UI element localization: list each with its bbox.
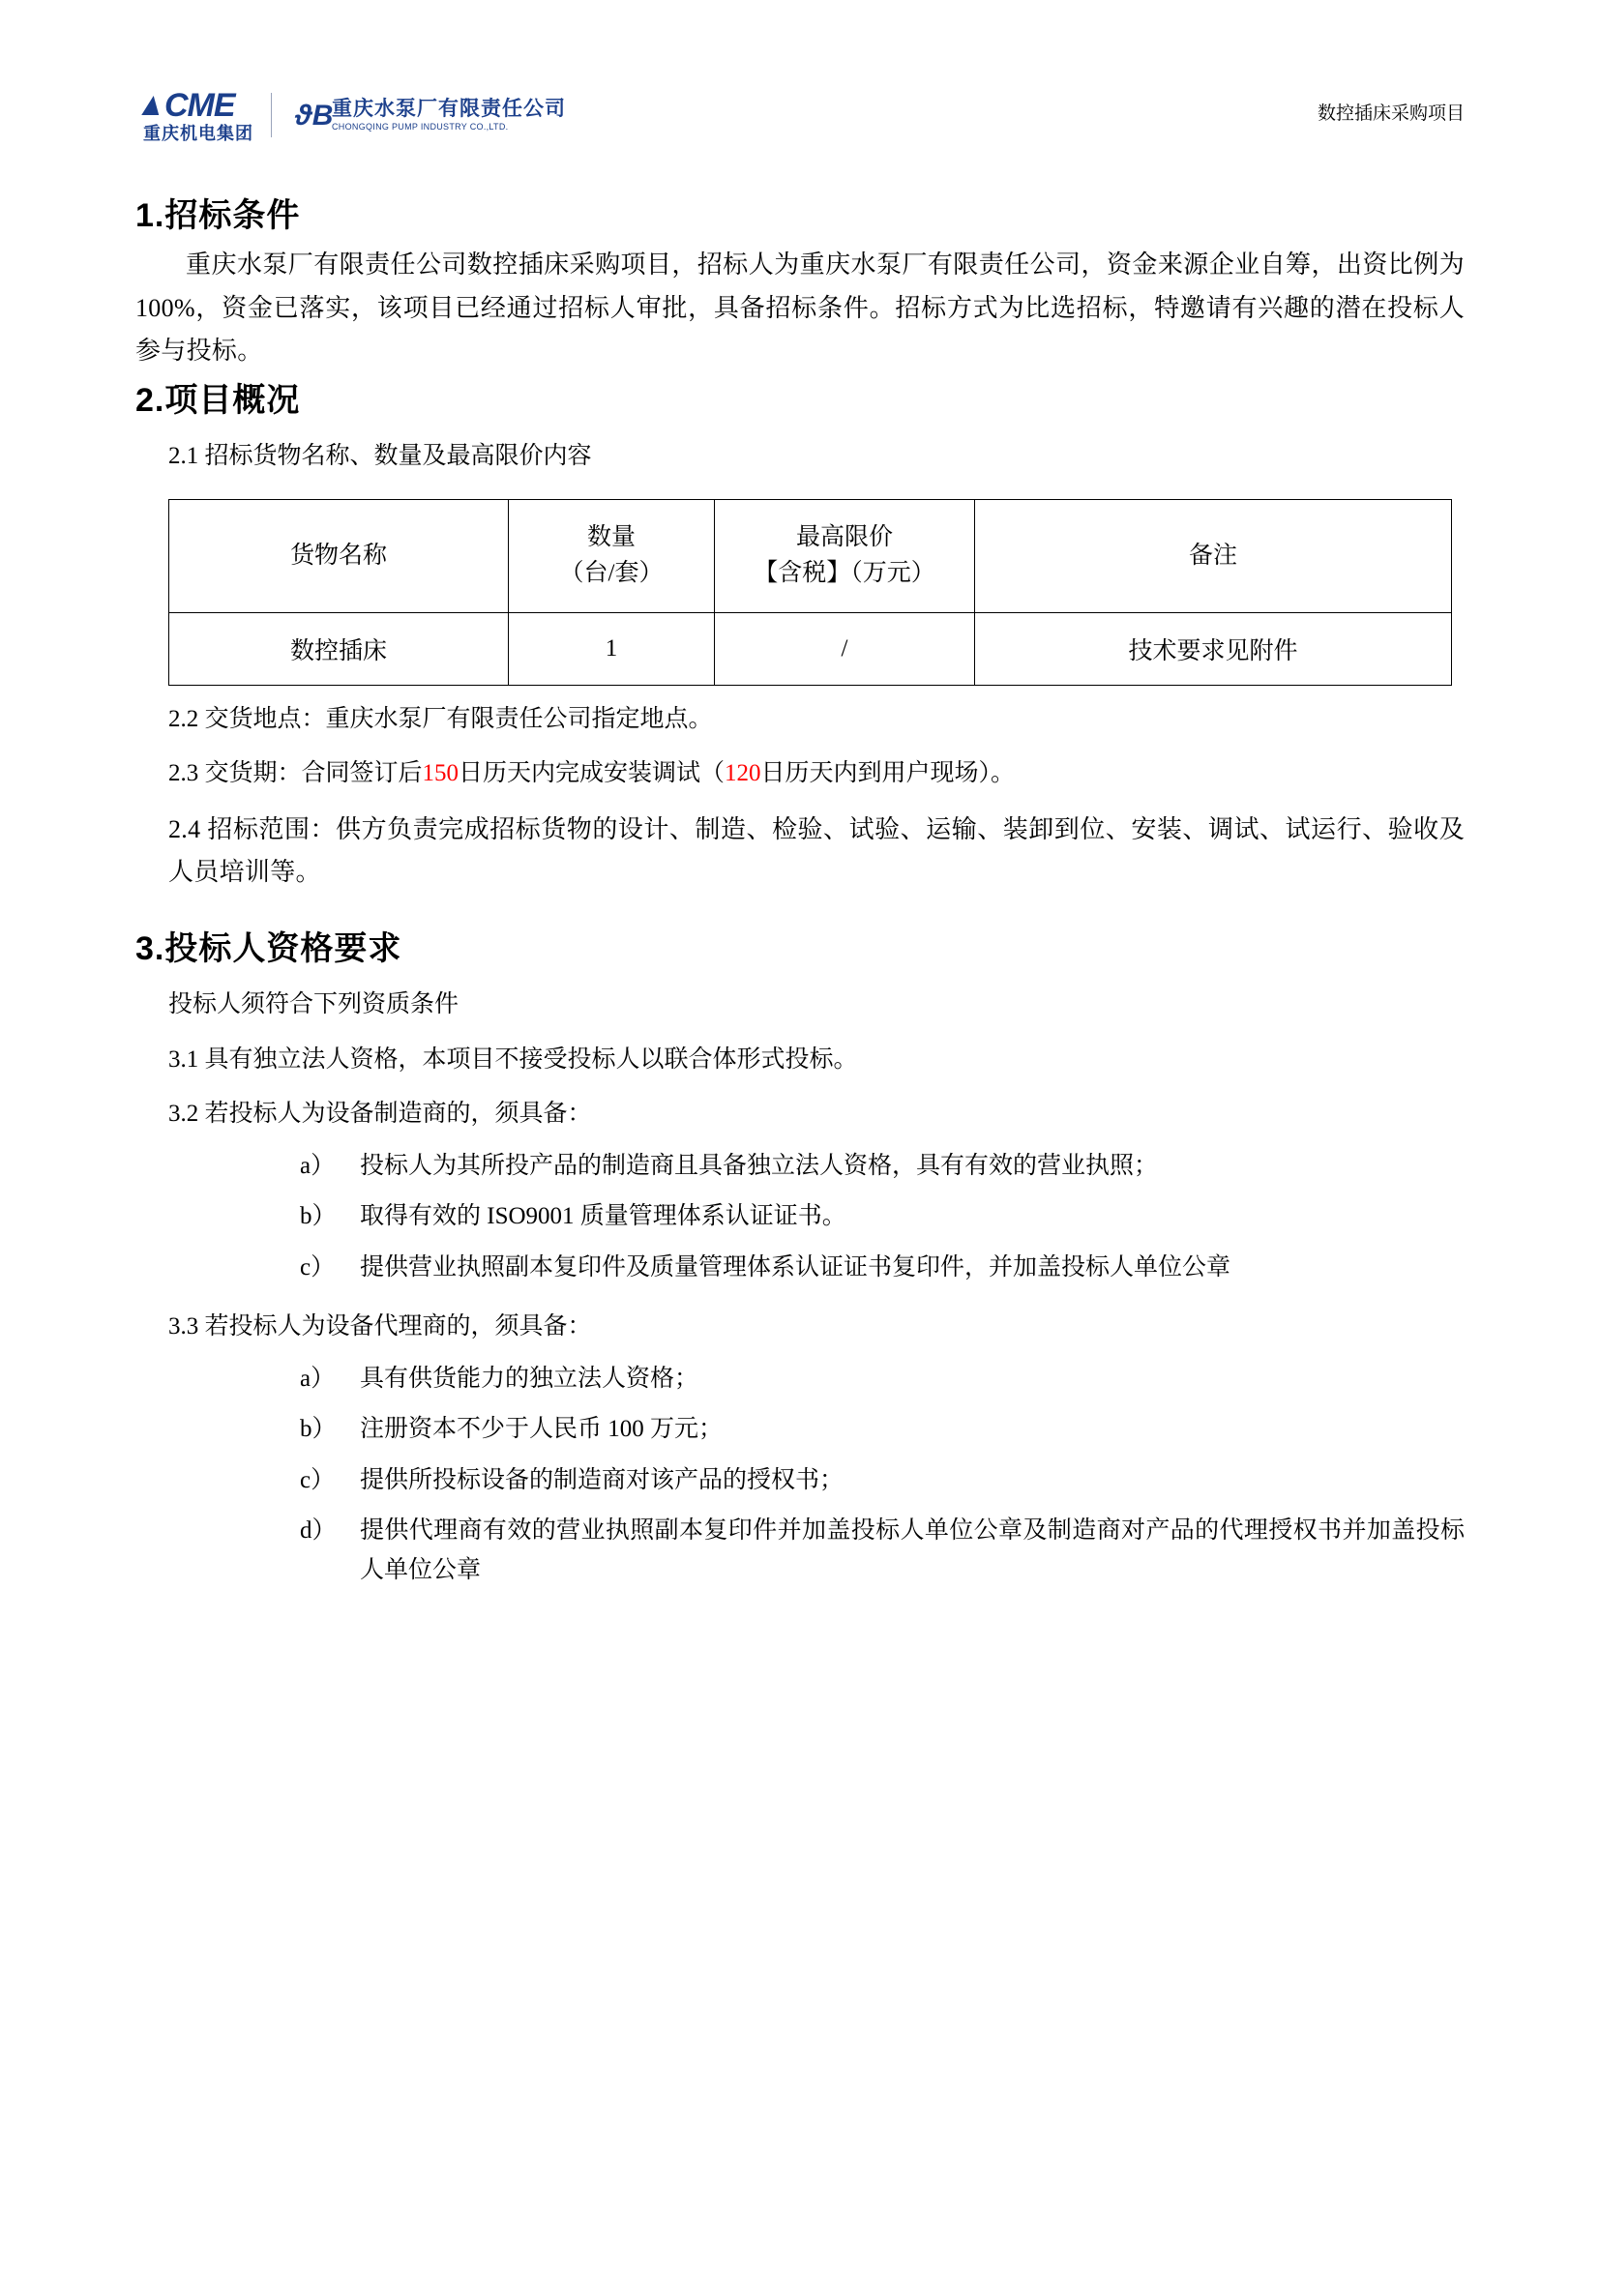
- th-max-price: 最高限价 【含税】（万元）: [715, 499, 975, 612]
- clause-3-1: 3.1 具有独立法人资格，本项目不接受投标人以联合体形式投标。: [168, 1045, 858, 1073]
- cell-remark: 技术要求见附件: [975, 612, 1452, 685]
- goods-table: [168, 499, 1452, 686]
- cell-max-price: /: [715, 612, 975, 685]
- clause-3-lead: 投标人须符合下列资质条件: [168, 991, 459, 1018]
- list-item: [135, 1147, 1465, 1187]
- th-goods-name: 货物名称: [169, 499, 509, 612]
- cme-logo-letters: CME: [164, 86, 235, 124]
- th-quantity: 数量 （台/套）: [509, 499, 715, 612]
- clause-2-3-suffix: 日历天内到用户现场）。: [760, 760, 1016, 787]
- list-item: [135, 1461, 1465, 1501]
- heading-section-1: 1.招标条件: [135, 197, 301, 234]
- heading-section-3: 3.投标人资格要求: [135, 930, 402, 968]
- pump-company-logo: [289, 98, 566, 132]
- document-body: [135, 189, 1465, 1590]
- cme-triangle-icon: [141, 96, 163, 115]
- list-marker: a）: [300, 1152, 336, 1179]
- list-marker: c）: [300, 1466, 336, 1493]
- pump-logo-en: CHONGQING PUMP INDUSTRY CO.,LTD.: [332, 121, 509, 132]
- list-item: [135, 1410, 1465, 1450]
- list-item-text: 提供所投标设备的制造商对该产品的授权书；: [360, 1466, 844, 1493]
- list-marker: d）: [300, 1517, 337, 1545]
- clause-2-3-prefix: 2.3 交货期：合同签订后: [168, 760, 423, 787]
- list-item-text: 提供营业执照副本复印件及质量管理体系认证证书复印件，并加盖投标人单位公章: [360, 1253, 1231, 1280]
- paragraph-section-1: 重庆水泵厂有限责任公司数控插床采购项目，招标人为重庆水泵厂有限责任公司，资金来源企业自筹，出资比例为 100%，资金已落实，该项目已经通过招标人审批，具备招标条件。招标方式为比选招标，特邀请有兴趣的潜在投标人参与投标。: [135, 250, 1465, 366]
- pump-logo-cn: 重庆水泵厂有限责任公司: [332, 97, 566, 120]
- list-item-text: 注册资本不少于人民币 100 万元；: [360, 1416, 724, 1443]
- list-item-text: 具有供货能力的独立法人资格；: [360, 1365, 699, 1392]
- list-item: [135, 1197, 1465, 1237]
- list-item-text: 投标人为其所投产品的制造商且具备独立法人资格，具有有效的营业执照；: [360, 1152, 1159, 1179]
- company-logos: [143, 85, 566, 145]
- list-item-text: 提供代理商有效的营业执照副本复印件并加盖投标人单位公章及制造商对产品的代理授权书并加盖投标人单位公章: [360, 1517, 1465, 1583]
- clause-2-3: [168, 753, 1465, 795]
- clause-3-3: 3.3 若投标人为设备代理商的，须具备：: [168, 1313, 592, 1340]
- list-item: [135, 1249, 1465, 1288]
- list-marker: b）: [300, 1416, 337, 1443]
- clause-2-2: 2.2 交货地点：重庆水泵厂有限责任公司指定地点。: [168, 705, 713, 732]
- list-3-3: [135, 1360, 1465, 1591]
- label-2-1: 2.1 招标货物名称、数量及最高限价内容: [168, 443, 592, 470]
- list-item-text: 取得有效的 ISO9001 质量管理体系认证证书。: [360, 1203, 846, 1230]
- logo-divider: [271, 93, 272, 137]
- th-remark: 备注: [975, 499, 1452, 612]
- list-3-2: [135, 1147, 1465, 1288]
- clause-2-3-middle: 日历天内完成安装调试（: [459, 760, 726, 787]
- cell-goods-name: 数控插床: [169, 612, 509, 685]
- table-header-row: [169, 499, 1452, 612]
- clause-2-3-days-2: 120: [725, 760, 761, 787]
- cme-logo-subtitle: 重庆机电集团: [143, 123, 253, 143]
- clause-2-4: 2.4 招标范围：供方负责完成招标货物的设计、制造、检验、试验、运输、装卸到位、安装、调试、试运行、验收及人员培训等。: [168, 814, 1465, 887]
- cell-quantity: 1: [509, 612, 715, 685]
- table-row: [169, 612, 1452, 685]
- cme-group-logo: [143, 86, 253, 143]
- list-marker: c）: [300, 1253, 336, 1280]
- running-title: 数控插床采购项目: [1317, 103, 1465, 124]
- heading-section-2: 2.项目概况: [135, 382, 301, 420]
- list-marker: a）: [300, 1365, 336, 1392]
- pump-mark-icon: ϑB: [295, 100, 334, 132]
- list-item: [135, 1512, 1465, 1590]
- clause-3-2: 3.2 若投标人为设备制造商的，须具备：: [168, 1101, 592, 1128]
- page-header: [143, 85, 1465, 153]
- list-marker: b）: [300, 1203, 337, 1230]
- clause-2-3-days-1: 150: [422, 760, 459, 787]
- list-item: [135, 1360, 1465, 1399]
